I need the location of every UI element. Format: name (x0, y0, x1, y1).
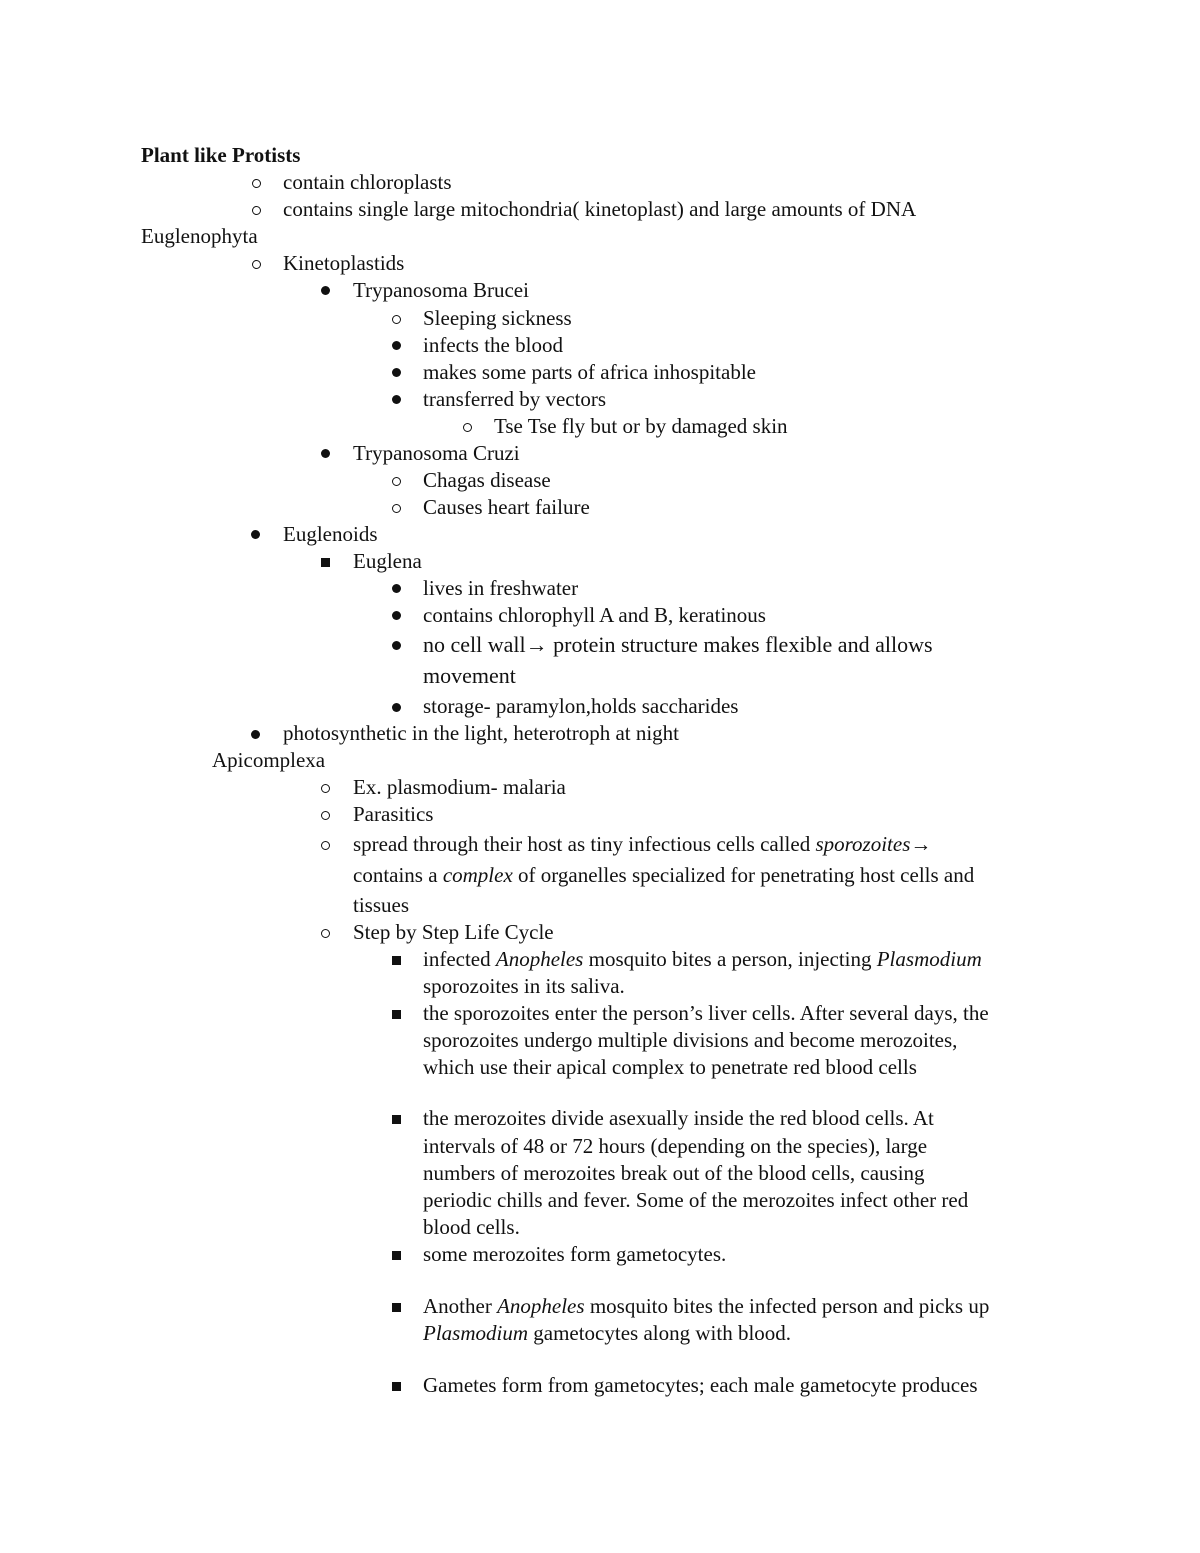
list-item-continuation (353, 862, 974, 889)
emphasis-text: Anopheles (495, 947, 584, 971)
list-item: the merozoites divide asexually inside the red blood cells. At (423, 1106, 934, 1130)
filled-bullet-icon (392, 703, 401, 712)
filled-bullet-icon (321, 449, 330, 458)
list-item: Trypanosoma Cruzi (353, 441, 520, 465)
page-title: Plant like Protists (141, 143, 301, 167)
filled-bullet-icon (392, 341, 401, 350)
square-bullet-icon (392, 1251, 401, 1260)
hollow-bullet-icon (252, 206, 261, 215)
hollow-bullet-icon (392, 315, 401, 324)
list-item-continuation (423, 1320, 791, 1347)
square-bullet-icon (392, 1303, 401, 1312)
list-item-continuation: which use their apical complex to penetrate red blood cells (423, 1055, 917, 1079)
list-item: no cell wall→ protein structure makes flexible and allows (423, 632, 933, 657)
list-item: photosynthetic in the light, heterotroph at night (283, 721, 680, 745)
list-item: Chagas disease (423, 468, 551, 492)
text-run: mosquito bites the infected person and picks up (584, 1294, 990, 1318)
filled-bullet-icon (392, 584, 401, 593)
text-run: mosquito bites a person, injecting (583, 947, 877, 971)
list-item: Step by Step Life Cycle (353, 920, 554, 944)
list-item (353, 831, 931, 858)
list-item: Ex. plasmodium- malaria (353, 775, 566, 799)
hollow-bullet-icon (321, 811, 330, 820)
list-item: makes some parts of africa inhospitable (423, 360, 756, 384)
list-item-continuation: periodic chills and fever. Some of the merozoites infect other red (423, 1188, 969, 1212)
square-bullet-icon (321, 558, 330, 567)
emphasis-text: Plasmodium (876, 947, 982, 971)
filled-bullet-icon (321, 286, 330, 295)
hollow-bullet-icon (392, 477, 401, 486)
emphasis-text: sporozoites (815, 832, 911, 856)
list-item: contain chloroplasts (283, 170, 452, 194)
hollow-bullet-icon (252, 179, 261, 188)
hollow-bullet-icon (252, 260, 261, 269)
list-item-continuation: sporozoites undergo multiple divisions and become merozoites, (423, 1028, 958, 1052)
filled-bullet-icon (251, 530, 260, 539)
hollow-bullet-icon (463, 423, 472, 432)
list-item: Sleeping sickness (423, 306, 572, 330)
square-bullet-icon (392, 1115, 401, 1124)
list-item-continuation: intervals of 48 or 72 hours (depending on the species), large (423, 1134, 928, 1158)
list-item: Euglena (353, 549, 422, 573)
hollow-bullet-icon (321, 784, 330, 793)
section-heading: Apicomplexa (212, 748, 326, 772)
list-item: Euglenoids (283, 522, 378, 546)
emphasis-text: complex (442, 863, 513, 887)
list-item: storage- paramylon,holds saccharides (423, 694, 739, 718)
list-item: contains chlorophyll A and B, keratinous (423, 603, 766, 627)
filled-bullet-icon (392, 611, 401, 620)
list-item (423, 946, 982, 973)
list-item: transferred by vectors (423, 387, 607, 411)
list-item: Kinetoplastids (283, 251, 405, 275)
text-run: Another (423, 1294, 498, 1318)
square-bullet-icon (392, 956, 401, 965)
list-item-continuation: blood cells. (423, 1215, 520, 1239)
list-item: lives in freshwater (423, 576, 579, 600)
filled-bullet-icon (392, 641, 401, 650)
emphasis-text: Plasmodium (423, 1321, 528, 1345)
square-bullet-icon (392, 1010, 401, 1019)
list-item-continuation: movement (423, 663, 516, 688)
list-item-continuation: tissues (353, 893, 410, 917)
hollow-bullet-icon (321, 841, 330, 850)
text-run: gametocytes along with blood. (528, 1321, 792, 1345)
list-item (423, 1293, 989, 1320)
text-run: contains a (353, 863, 443, 887)
hollow-bullet-icon (321, 929, 330, 938)
text-run: spread through their host as tiny infectious cells called (353, 832, 816, 856)
section-heading: Euglenophyta (141, 224, 258, 248)
list-item: Gametes form from gametocytes; each male gametocyte produces (423, 1373, 978, 1397)
text-run: infected (423, 947, 496, 971)
list-item: Trypanosoma Brucei (353, 278, 529, 302)
list-item: the sporozoites enter the person’s liver cells. After several days, the (423, 1001, 989, 1025)
arrow-text: → (910, 832, 932, 856)
emphasis-text: Anopheles (497, 1294, 585, 1318)
list-item: some merozoites form gametocytes. (423, 1242, 727, 1266)
text-run: of organelles specialized for penetrating host cells and (512, 863, 975, 887)
filled-bullet-icon (251, 730, 260, 739)
filled-bullet-icon (392, 368, 401, 377)
hollow-bullet-icon (392, 504, 401, 513)
list-item: contains single large mitochondria( kinetoplast) and large amounts of DNA (283, 197, 917, 221)
square-bullet-icon (392, 1382, 401, 1391)
list-item: Parasitics (353, 802, 434, 826)
filled-bullet-icon (392, 395, 401, 404)
list-item: Tse Tse fly but or by damaged skin (494, 414, 788, 438)
list-item-continuation: numbers of merozoites break out of the blood cells, causing (423, 1161, 925, 1185)
list-item: Causes heart failure (423, 495, 590, 519)
list-item-continuation: sporozoites in its saliva. (423, 974, 625, 998)
list-item: infects the blood (423, 333, 563, 357)
